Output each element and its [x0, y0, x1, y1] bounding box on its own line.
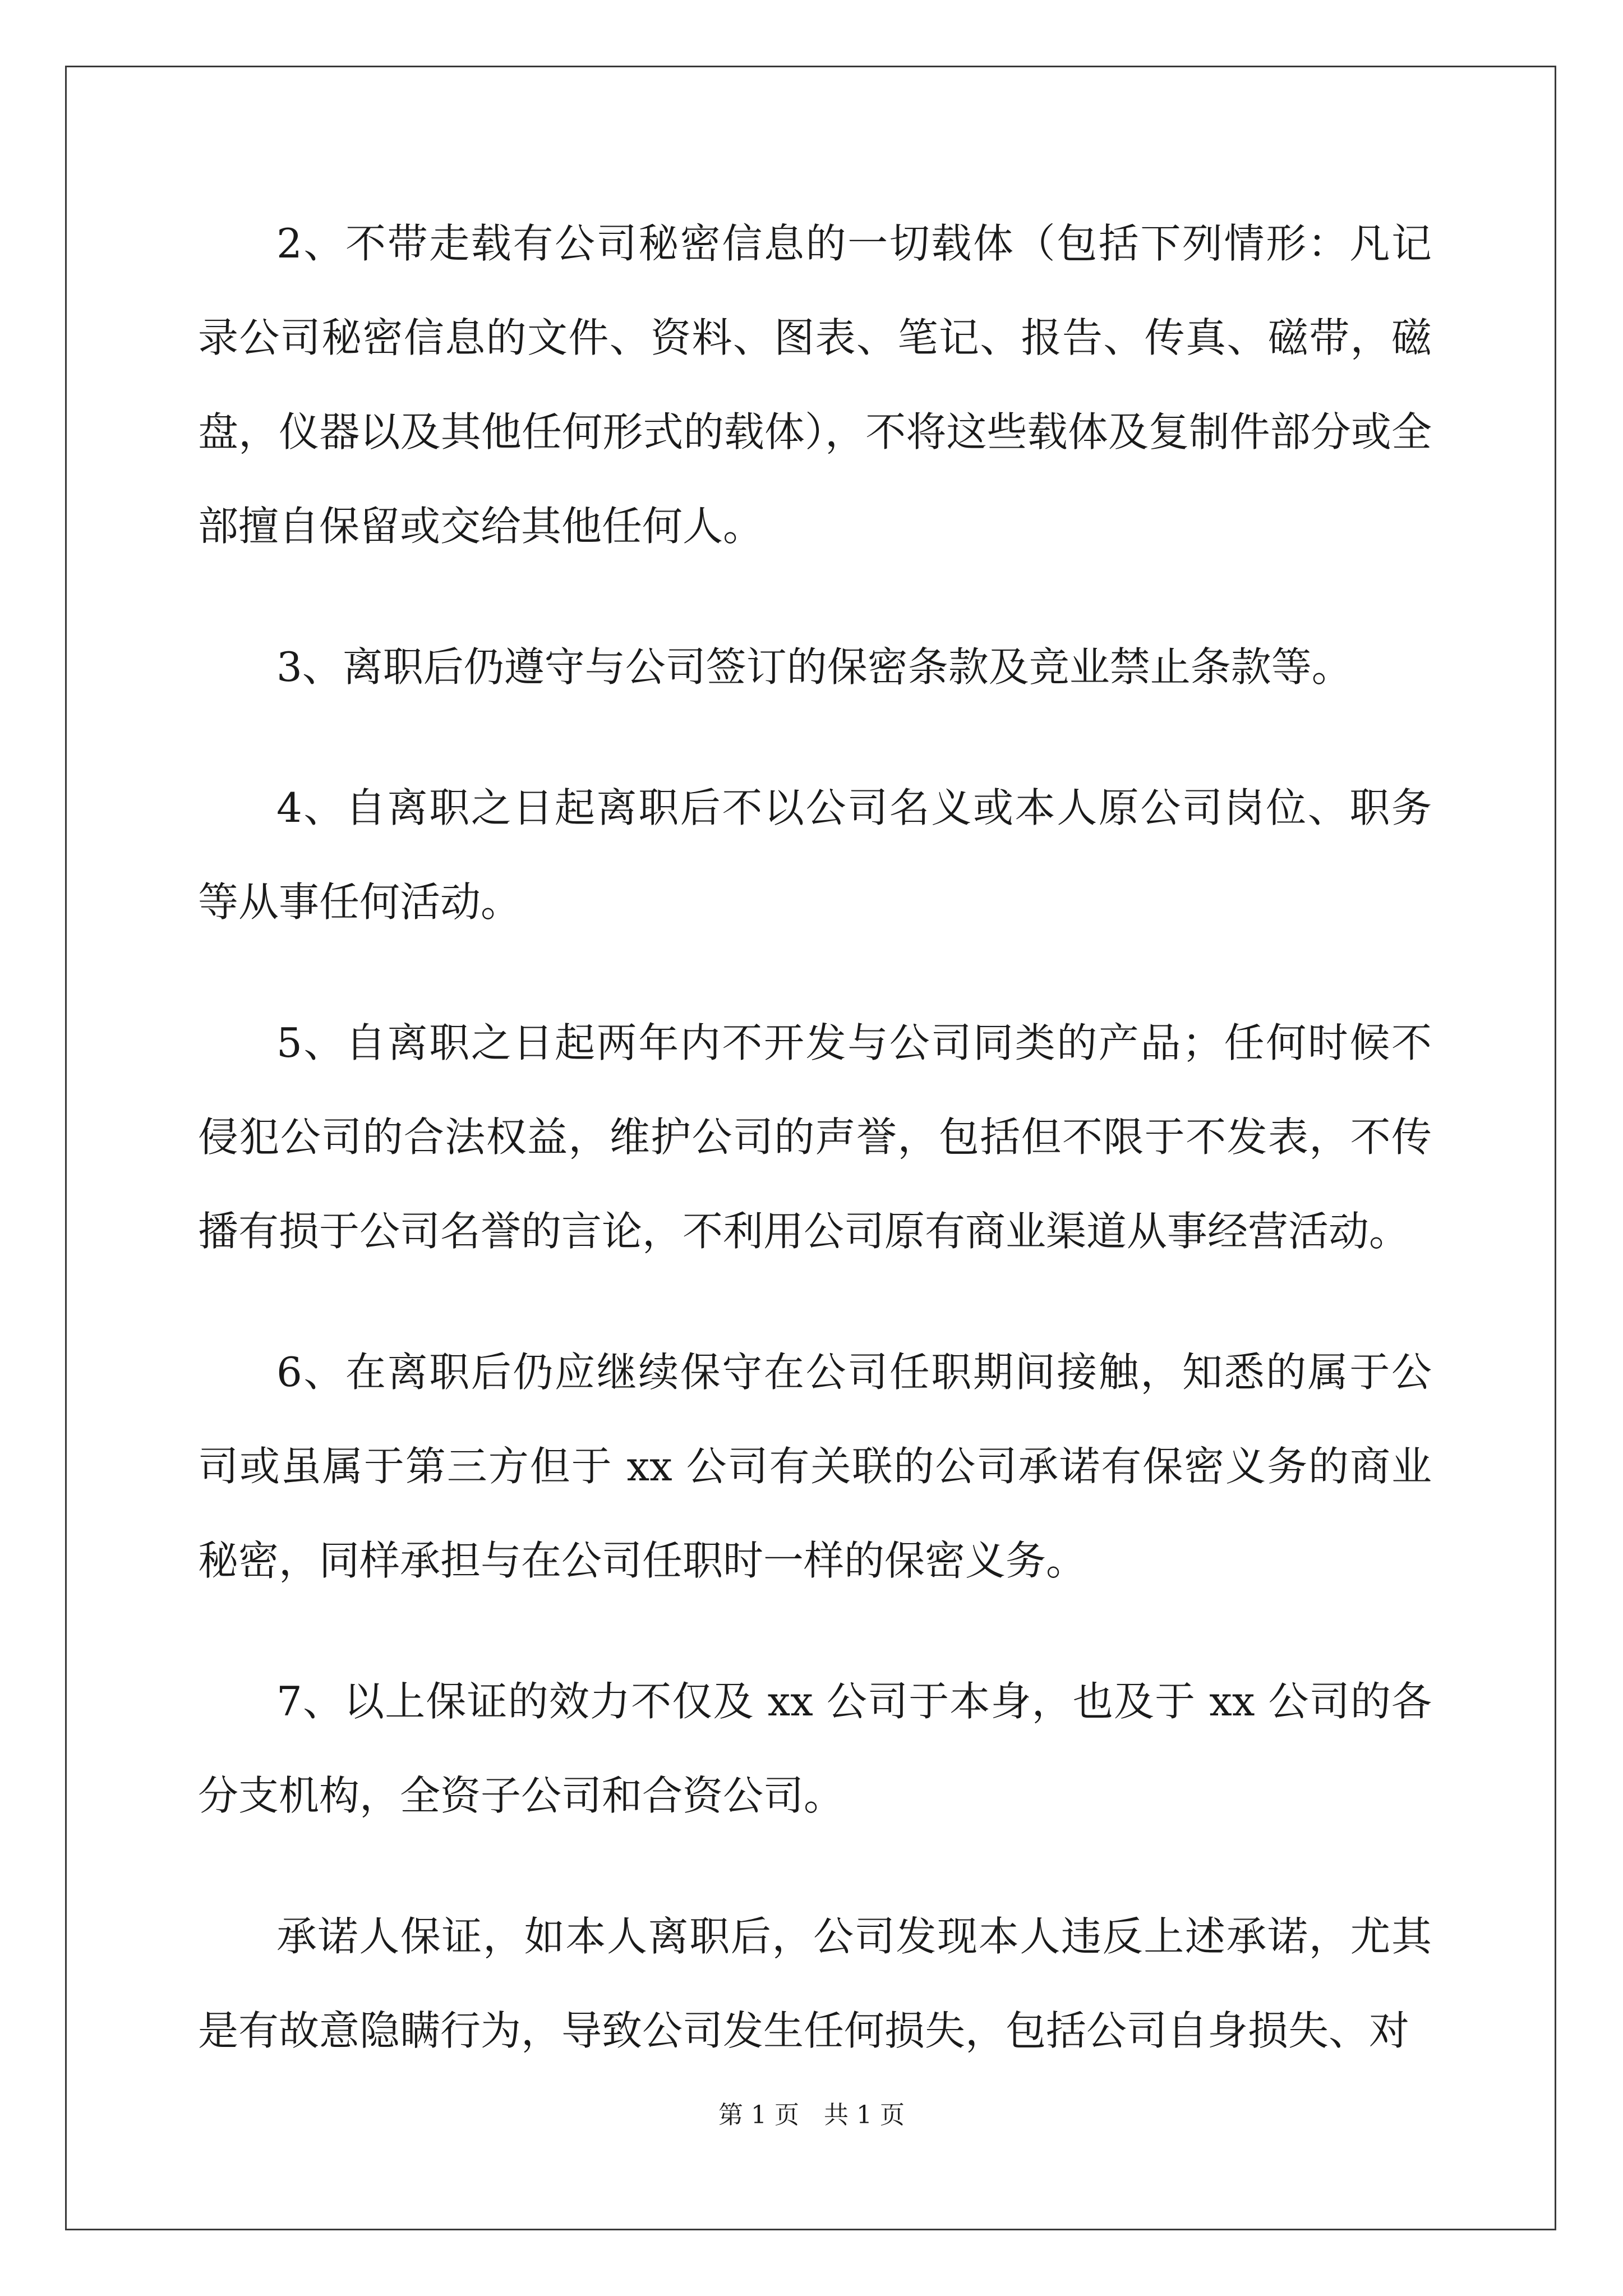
- paragraph-4: 4、自离职之日起离职后不以公司名义或本人原公司岗位、职务等从事任何活动。: [198, 784, 1432, 926]
- paragraph-7: 7、以上保证的效力不仅及 xx 公司于本身，也及于 xx 公司的各分支机构，全资子公司和合资公司。: [198, 1678, 1432, 1819]
- paragraph-3: 3、离职后仍遵守与公司签订的保密条款及竞业禁止条款等。: [276, 643, 1352, 691]
- paragraph-6: 6、在离职后仍应继续保守在公司任职期间接触，知悉的属于公司或虽属于第三方但于 xx 公司有关联的公司承诺有保密义务的商业秘密，同样承担与在公司任职时一样的保密义务。: [198, 1349, 1432, 1584]
- page-total: 共 1 页: [824, 2101, 905, 2129]
- page-footer: [0, 2095, 1623, 2131]
- page-number: 第 1 页: [718, 2101, 799, 2129]
- document-body: [198, 196, 1432, 2078]
- paragraph-2: 2、不带走载有公司秘密信息的一切载体（包括下列情形：凡记录公司秘密信息的文件、资料、图表、笔记、报告、传真、磁带，磁盘，仪器以及其他任何形式的载体），不将这些载体及复制件部分或全部擅自保留或交给其他任何人。: [198, 220, 1432, 550]
- paragraph-5: 5、自离职之日起两年内不开发与公司同类的产品；任何时候不侵犯公司的合法权益，维护公司的声誉，包括但不限于不发表，不传播有损于公司名誉的言论，不利用公司原有商业渠道从事经营活动。: [198, 1019, 1432, 1255]
- paragraph-commitment: 承诺人保证，如本人离职后，公司发现本人违反上述承诺，尤其是有故意隐瞒行为，导致公司发生任何损失，包括公司自身损失、对: [198, 1913, 1432, 2054]
